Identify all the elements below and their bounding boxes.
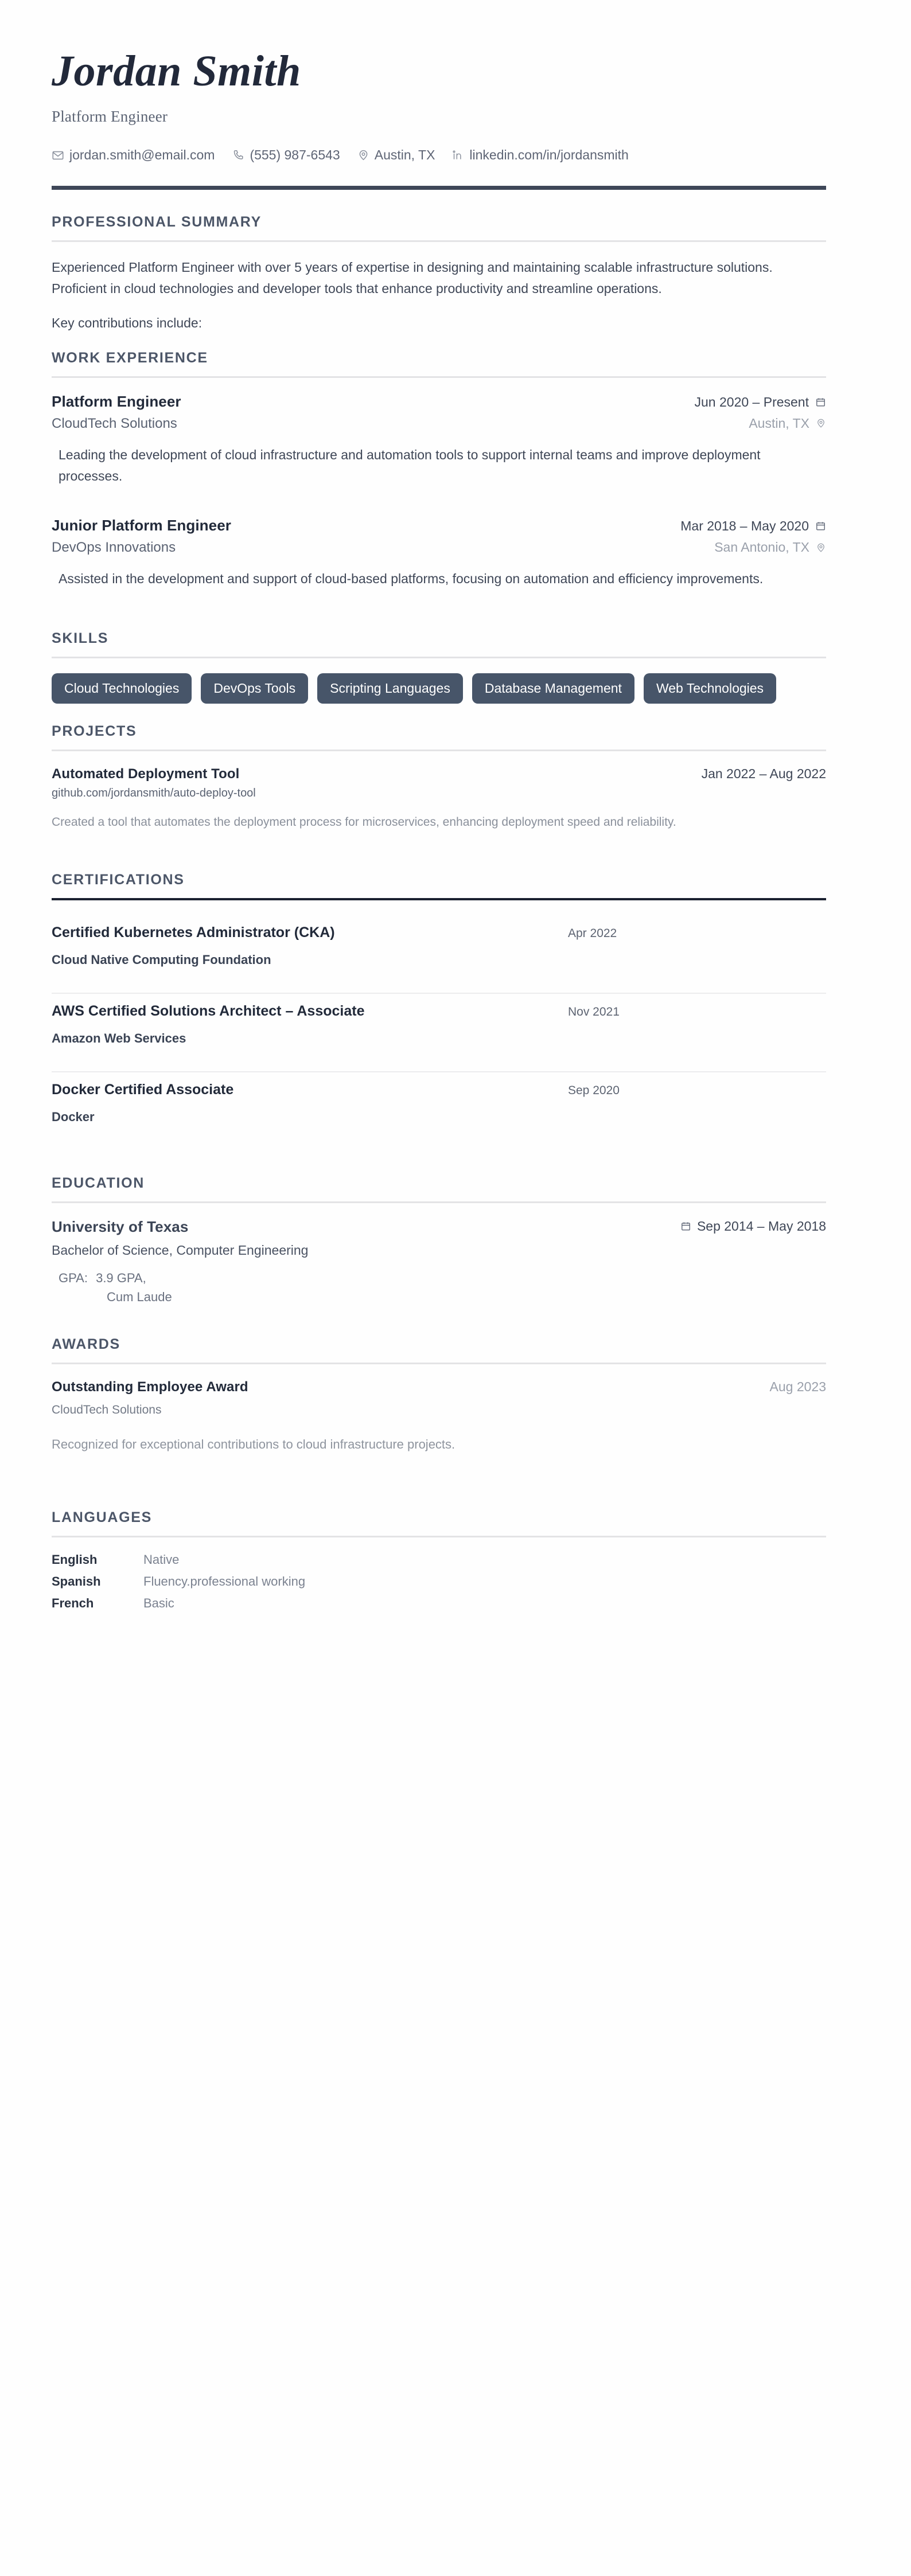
certification-item [52,994,826,1072]
language-level: Fluency.professional working [143,1574,306,1589]
experience-location [714,540,826,555]
skill-pill: DevOps Tools [201,673,308,704]
project-dates [702,766,826,782]
language-level: Native [143,1552,180,1567]
project-description: Created a tool that automates the deployment process for microservices, enhancing deployment speed and reliability. [52,815,676,829]
map-pin-icon [816,418,826,428]
project-link[interactable]: github.com/jordansmith/auto-deploy-tool [52,786,256,799]
envelope-icon [52,149,64,162]
education-degree: Bachelor of Science, Computer Engineering [52,1243,309,1258]
contact-linkedin-text: linkedin.com/in/jordansmith [469,147,629,162]
experience-location-text: San Antonio, TX [714,540,809,555]
experience-company: CloudTech Solutions [52,415,177,431]
project-entry [52,766,826,832]
section-title-certifications: CERTIFICATIONS [52,872,185,888]
contact-email-text: jordan.smith@email.com [69,147,215,162]
language-row [52,1574,826,1589]
map-pin-icon [816,542,826,553]
experience-role: Platform Engineer [52,392,181,410]
contact-location [357,147,435,163]
education-dates [680,1219,826,1234]
certification-issuer: Cloud Native Computing Foundation [52,953,271,967]
section-languages [52,1509,826,1611]
phone-icon [232,149,244,162]
skill-pill: Database Management [472,673,634,704]
education-gpa-value: 3.9 GPA, [96,1271,146,1286]
award-entry [52,1379,826,1454]
award-date [770,1379,826,1395]
candidate-headline: Platform Engineer [52,108,168,125]
section-certifications [52,872,826,1150]
certification-name: Docker Certified Associate [52,1082,234,1098]
section-title-languages: LANGUAGES [52,1509,153,1526]
language-row [52,1552,826,1567]
section-skills [52,630,826,704]
section-professional-summary [52,214,826,334]
contact-location-text: Austin, TX [374,147,435,162]
skill-pill: Web Technologies [644,673,776,704]
project-dates-text: Jan 2022 – Aug 2022 [701,766,826,781]
section-education [52,1175,826,1306]
experience-role: Junior Platform Engineer [52,517,232,534]
experience-description: Leading the development of cloud infrastructure and automation tools to support internal teams and improve deployment processes. [59,447,761,483]
language-level: Basic [143,1596,174,1611]
certification-item [52,1072,826,1150]
candidate-name: Jordan Smith [52,47,301,95]
certification-name: Certified Kubernetes Administrator (CKA) [52,924,335,941]
language-name: English [52,1552,98,1567]
calendar-icon [680,1221,691,1232]
experience-location [749,416,826,431]
contact-row [52,147,826,163]
certification-date: Sep 2020 [568,1084,620,1098]
experience-location-text: Austin, TX [749,415,809,431]
award-date-text: Aug 2023 [769,1379,826,1395]
contact-phone-text: (555) 987-6543 [250,147,340,162]
education-school: University of Texas [52,1218,189,1236]
certification-issuer: Amazon Web Services [52,1031,186,1046]
certification-date: Apr 2022 [568,927,617,940]
language-row [52,1596,826,1611]
section-divider [52,657,826,658]
section-title-skills: SKILLS [52,630,109,646]
experience-entry [52,517,826,590]
award-issuer: CloudTech Solutions [52,1403,162,1417]
skill-pill: Cloud Technologies [52,673,192,704]
section-divider [52,1363,826,1364]
calendar-icon [815,521,826,532]
contact-email[interactable] [52,147,215,163]
education-entry [52,1218,826,1306]
experience-company: DevOps Innovations [52,540,176,556]
section-divider [52,750,826,751]
linkedin-icon [452,149,464,161]
certification-name: AWS Certified Solutions Architect – Associate [52,1003,365,1020]
section-title-education: EDUCATION [52,1175,145,1192]
calendar-icon [815,397,826,408]
section-divider [52,240,826,242]
experience-dates-text: Jun 2020 – Present [694,394,809,409]
contact-linkedin[interactable] [452,147,628,163]
experience-dates [680,518,826,534]
education-dates-text: Sep 2014 – May 2018 [696,1219,826,1234]
language-name: Spanish [52,1574,101,1589]
summary-closing: Key contributions include: [52,315,203,330]
award-name: Outstanding Employee Award [52,1379,248,1395]
section-divider [52,1201,826,1203]
section-divider [52,1536,826,1537]
experience-description: Assisted in the development and support of cloud-based platforms, focusing on automation and efficiency improvements. [59,571,764,587]
section-projects [52,723,826,832]
section-work-experience [52,350,826,590]
contact-phone[interactable] [232,147,340,163]
experience-entry [52,393,826,487]
section-divider [52,376,826,378]
language-name: French [52,1596,94,1611]
experience-dates [695,395,826,410]
section-title-awards: AWARDS [52,1336,120,1353]
certification-date: Nov 2021 [568,1005,620,1019]
skills-list [52,673,826,704]
map-pin-icon [357,149,369,161]
project-name: Automated Deployment Tool [52,766,240,782]
education-gpa [59,1269,826,1306]
section-title-projects: PROJECTS [52,723,137,739]
header-divider [52,186,826,190]
certification-issuer: Docker [52,1110,95,1125]
section-title-experience: WORK EXPERIENCE [52,349,208,366]
experience-dates-text: Mar 2018 – May 2020 [680,518,809,534]
resume-header [52,49,826,190]
education-gpa-label: GPA: [59,1271,88,1286]
section-title-summary: PROFESSIONAL SUMMARY [52,214,262,230]
summary-paragraph: Experienced Platform Engineer with over 5 years of expertise in designing and maintaining scalable infrastructure solutions. Proficient in cloud technologies and developer tools that enhance productivity and streamline operations. [52,260,773,296]
section-awards [52,1336,826,1454]
certification-item [52,915,826,994]
section-divider [52,898,826,900]
award-description: Recognized for exceptional contributions to cloud infrastructure projects. [52,1437,456,1452]
skill-pill: Scripting Languages [317,673,463,704]
education-honors: Cum Laude [107,1290,172,1305]
